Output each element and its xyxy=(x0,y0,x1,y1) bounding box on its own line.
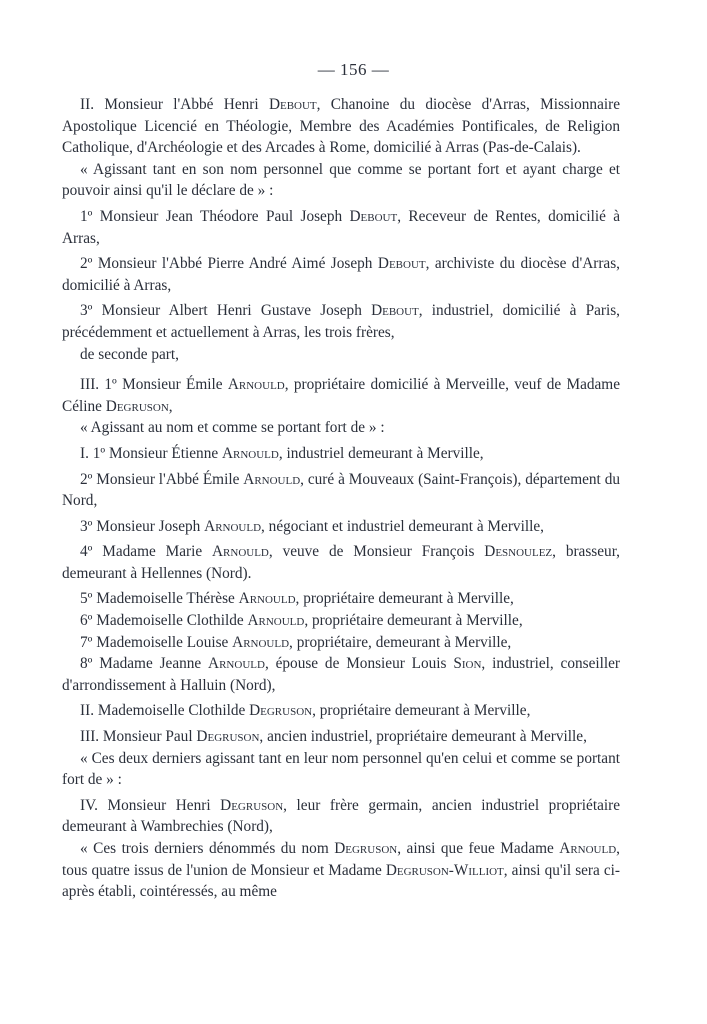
text-run: , épouse de Monsieur Louis xyxy=(264,655,454,673)
text-run: , curé à Mouveaux (Saint-François), département du Nord, xyxy=(62,470,620,510)
surname: Degruson xyxy=(334,840,398,857)
text-run: II. Mademoiselle Clothilde xyxy=(80,702,250,720)
paragraph xyxy=(62,417,620,439)
text-run: 4º Madame Marie xyxy=(80,543,212,561)
surname: Arnould xyxy=(247,612,305,630)
surname: Arnould xyxy=(238,590,296,608)
surname: Arnould xyxy=(232,633,290,651)
text-run: , Receveur de Rentes, domicilié à Arras, xyxy=(62,207,620,247)
text-run: de seconde part, xyxy=(80,345,179,363)
text-run: , industriel, domicilié à Paris, précédemment et actuellement à Arras, les trois frères, xyxy=(62,302,620,341)
surname: Arnould xyxy=(212,543,269,561)
paragraph xyxy=(62,726,620,748)
paragraph xyxy=(62,94,620,159)
text-run: , archiviste du diocèse d'Arras, domicilié à Arras, xyxy=(62,255,620,294)
text-run: 7º Mademoiselle Louise xyxy=(80,633,233,651)
paragraph xyxy=(62,469,620,512)
surname: Degruson-Williot xyxy=(385,861,504,879)
paragraph xyxy=(62,159,620,202)
paragraph xyxy=(62,541,620,584)
text-run: IV. Monsieur Henri xyxy=(80,796,221,814)
paragraph xyxy=(62,588,620,610)
text-run: « Agissant au nom et comme se portant fort de » : xyxy=(80,419,385,437)
paragraph xyxy=(62,300,620,343)
text-run: 3º Monsieur Joseph xyxy=(80,517,205,535)
text-run: , propriétaire domicilié à Merveille, veuf de Madame Céline xyxy=(62,376,620,415)
text-run: 3º Monsieur Albert Henri Gustave Joseph xyxy=(80,302,372,320)
paragraph xyxy=(62,253,620,296)
surname: Debout xyxy=(268,96,317,113)
text-run: , tous quatre issus de l'union de Monsieur et Madame xyxy=(62,840,620,879)
text-run: 6º Mademoiselle Clothilde xyxy=(80,612,248,630)
text-run: II. Monsieur l'Abbé Henri xyxy=(80,96,269,113)
paragraph xyxy=(62,516,620,538)
text-run: , ainsi qu'il sera ci-après établi, cointéressés, au même xyxy=(62,861,620,901)
text-run: 1º Monsieur Jean Théodore Paul Joseph xyxy=(80,207,350,225)
text-run: 2º Monsieur l'Abbé Émile xyxy=(80,470,244,488)
text-run: , industriel demeurant à Merville, xyxy=(278,444,484,462)
body-text xyxy=(62,94,620,903)
paragraph xyxy=(62,206,620,249)
paragraph xyxy=(62,443,620,465)
surname: Degruson xyxy=(196,728,260,746)
text-run: , xyxy=(168,397,173,415)
text-run: , brasseur, demeurant à Hellennes (Nord). xyxy=(62,543,620,582)
text-run: « Ces deux derniers agissant tant en leur nom personnel qu'en celui et comme se portant fort de » : xyxy=(62,749,620,789)
surname: Debout xyxy=(371,302,419,320)
text-run: « Ces trois derniers dénommés du nom xyxy=(80,840,335,857)
text-run: , négociant et industriel demeurant à Merville, xyxy=(261,517,544,535)
text-run: , Chanoine du diocèse d'Arras, Missionnaire Apostolique Licencié en Théologie, Membre des Académies Pontificales, de Religion Catholique, d'Archéologie et des Arcades à Rome, domicilié à Arras (Pas-de-Calais). xyxy=(62,96,620,157)
surname: Arnould xyxy=(243,470,301,488)
surname: Degruson xyxy=(249,702,313,720)
paragraph xyxy=(62,653,620,696)
text-run: , ancien industriel, propriétaire demeurant à Merville, xyxy=(259,728,587,746)
text-run: 8º Madame Jeanne xyxy=(80,655,209,673)
text-run: , propriétaire, demeurant à Merville, xyxy=(289,633,512,651)
surname: Arnould xyxy=(221,444,279,462)
paragraph xyxy=(62,374,620,417)
surname: Arnould xyxy=(227,376,285,394)
surname: Degruson xyxy=(105,397,169,415)
paragraph xyxy=(62,700,620,722)
surname: Arnould xyxy=(208,655,265,673)
text-run: , propriétaire demeurant à Merville, xyxy=(312,702,531,720)
paragraph xyxy=(62,632,620,654)
text-run: , leur frère germain, ancien industriel propriétaire demeurant à Wambrechies (Nord), xyxy=(62,796,620,836)
surname: Arnould xyxy=(559,840,617,857)
text-run: III. 1º Monsieur Émile xyxy=(80,376,228,394)
surname: Degruson xyxy=(220,796,284,814)
text-run: I. 1º Monsieur Étienne xyxy=(80,444,222,462)
paragraph xyxy=(62,344,620,366)
text-run: 5º Mademoiselle Thérèse xyxy=(80,590,239,608)
text-run: « Agissant tant en son nom personnel que comme se portant fort et ayant charge et pouvoir ainsi qu'il le déclare de » : xyxy=(62,160,620,200)
surname: Debout xyxy=(377,255,426,273)
surname: Sion xyxy=(453,655,482,673)
text-run: , veuve de Monsieur François xyxy=(268,543,485,561)
text-run: , ainsi que feue Madame xyxy=(397,840,560,857)
paragraph xyxy=(62,748,620,791)
surname: Arnould xyxy=(204,517,262,535)
surname: Debout xyxy=(349,207,398,225)
text-run: III. Monsieur Paul xyxy=(80,728,197,746)
paragraph xyxy=(62,795,620,838)
page-number: — 156 — xyxy=(317,60,390,79)
text-run: 2º Monsieur l'Abbé Pierre André Aimé Joseph xyxy=(80,255,378,273)
text-run: , industriel, conseiller d'arrondissement à Halluin (Nord), xyxy=(62,655,620,694)
paragraph xyxy=(62,838,620,903)
surname: Desnoulez xyxy=(484,543,553,561)
paragraph xyxy=(62,610,620,632)
text-run: , propriétaire demeurant à Merville, xyxy=(304,612,523,630)
text-run: , propriétaire demeurant à Merville, xyxy=(295,590,514,608)
